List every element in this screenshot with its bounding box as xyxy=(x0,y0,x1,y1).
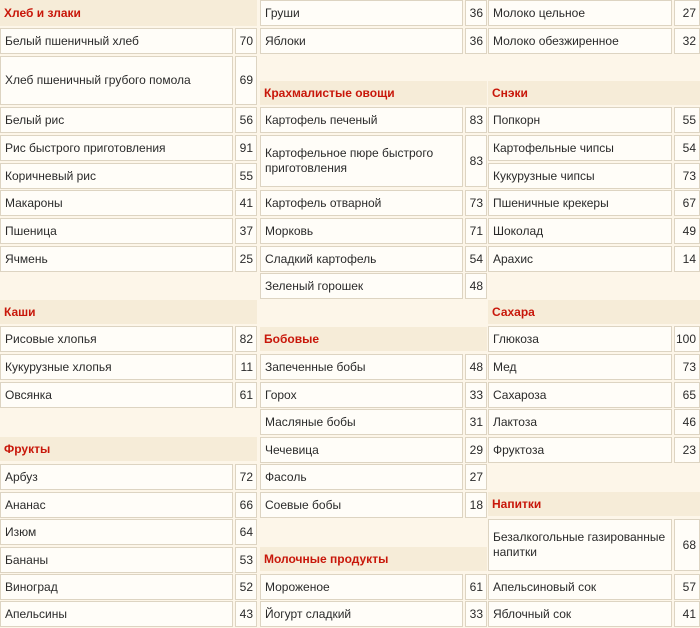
gi-value: 69 xyxy=(235,56,257,105)
section-header-starchy-vegetables xyxy=(260,81,487,105)
table-row xyxy=(0,107,257,133)
table-row xyxy=(0,163,257,189)
gi-value: 83 xyxy=(465,135,487,187)
gi-value: 46 xyxy=(674,409,700,435)
section-title: Сахара xyxy=(492,305,535,319)
food-name: Молоко обезжиренное xyxy=(488,28,672,54)
gi-value: 54 xyxy=(465,246,487,272)
table-row xyxy=(260,246,487,272)
section-title: Каши xyxy=(4,305,36,319)
table-row xyxy=(488,437,700,463)
gi-value: 73 xyxy=(674,163,700,189)
food-name: Соевые бобы xyxy=(260,492,463,518)
table-row xyxy=(260,0,487,26)
table-row xyxy=(0,135,257,161)
food-name: Запеченные бобы xyxy=(260,354,463,380)
table-row xyxy=(0,218,257,244)
gi-value: 14 xyxy=(674,246,700,272)
food-name: Картофель отварной xyxy=(260,190,463,216)
section-title: Хлеб и злаки xyxy=(4,6,81,20)
gi-value: 53 xyxy=(235,547,257,573)
table-row xyxy=(260,437,487,463)
gi-value: 52 xyxy=(235,574,257,600)
section-header-porridge xyxy=(0,300,257,324)
food-name: Попкорн xyxy=(488,107,672,133)
food-name: Груши xyxy=(260,0,463,26)
table-row xyxy=(0,601,257,627)
table-row xyxy=(0,547,257,573)
gi-value: 55 xyxy=(674,107,700,133)
table-row xyxy=(0,382,257,408)
food-name: Рис быстрого приготовления xyxy=(0,135,233,161)
gi-value: 61 xyxy=(235,382,257,408)
table-row xyxy=(260,464,487,490)
food-name: Лактоза xyxy=(488,409,672,435)
table-row xyxy=(488,0,700,26)
gi-value: 70 xyxy=(235,28,257,54)
table-row xyxy=(488,382,700,408)
food-name: Белый пшеничный хлеб xyxy=(0,28,233,54)
gi-value: 73 xyxy=(465,190,487,216)
table-row xyxy=(260,382,487,408)
gi-value: 72 xyxy=(235,464,257,490)
gi-value: 61 xyxy=(465,574,487,600)
section-header-fruits xyxy=(0,437,257,461)
section-header-dairy xyxy=(260,547,487,571)
section-title: Напитки xyxy=(492,497,542,511)
gi-value: 31 xyxy=(465,409,487,435)
table-row xyxy=(260,354,487,380)
gi-value: 67 xyxy=(674,190,700,216)
gi-value: 66 xyxy=(235,492,257,518)
gi-value: 27 xyxy=(465,464,487,490)
table-row xyxy=(488,218,700,244)
food-name: Шоколад xyxy=(488,218,672,244)
table-row xyxy=(488,246,700,272)
section-title: Бобовые xyxy=(264,332,319,346)
gi-value: 73 xyxy=(674,354,700,380)
food-name: Зеленый горошек xyxy=(260,273,463,299)
food-name: Апельсиновый сок xyxy=(488,574,672,600)
table-row xyxy=(488,135,700,161)
table-row xyxy=(0,56,257,105)
table-row xyxy=(260,273,487,299)
table-row xyxy=(0,246,257,272)
gi-value: 41 xyxy=(674,601,700,627)
food-name: Фруктоза xyxy=(488,437,672,463)
food-name: Фасоль xyxy=(260,464,463,490)
food-name: Кукурузные хлопья xyxy=(0,354,233,380)
gi-value: 100 xyxy=(674,326,700,352)
gi-value: 65 xyxy=(674,382,700,408)
food-name: Макароны xyxy=(0,190,233,216)
table-row xyxy=(260,107,487,133)
food-name: Чечевица xyxy=(260,437,463,463)
table-row xyxy=(260,601,487,627)
food-name: Горох xyxy=(260,382,463,408)
food-name: Коричневый рис xyxy=(0,163,233,189)
table-row xyxy=(260,135,487,187)
section-header-legumes xyxy=(260,327,487,351)
table-row xyxy=(260,218,487,244)
food-name: Масляные бобы xyxy=(260,409,463,435)
section-header-drinks xyxy=(488,492,700,516)
table-row xyxy=(488,409,700,435)
gi-value: 91 xyxy=(235,135,257,161)
section-title: Снэки xyxy=(492,86,528,100)
food-name: Виноград xyxy=(0,574,233,600)
gi-value: 25 xyxy=(235,246,257,272)
gi-value: 36 xyxy=(465,28,487,54)
gi-value: 82 xyxy=(235,326,257,352)
food-name: Апельсины xyxy=(0,601,233,627)
table-row xyxy=(0,190,257,216)
food-name: Арахис xyxy=(488,246,672,272)
table-row xyxy=(260,190,487,216)
gi-value: 83 xyxy=(465,107,487,133)
table-row xyxy=(0,492,257,518)
gi-value: 18 xyxy=(465,492,487,518)
food-name: Бананы xyxy=(0,547,233,573)
food-name: Изюм xyxy=(0,519,233,545)
table-row xyxy=(260,492,487,518)
gi-value: 11 xyxy=(235,354,257,380)
food-name: Йогурт сладкий xyxy=(260,601,463,627)
table-row xyxy=(0,574,257,600)
gi-value: 71 xyxy=(465,218,487,244)
table-row xyxy=(0,326,257,352)
table-row xyxy=(260,28,487,54)
gi-value: 48 xyxy=(465,273,487,299)
food-name: Пшеничные крекеры xyxy=(488,190,672,216)
section-header-bread xyxy=(0,0,257,26)
food-name: Ананас xyxy=(0,492,233,518)
food-name: Белый рис xyxy=(0,107,233,133)
gi-value: 55 xyxy=(235,163,257,189)
table-row xyxy=(0,354,257,380)
table-row xyxy=(488,28,700,54)
food-name: Картофель печеный xyxy=(260,107,463,133)
food-name: Картофельные чипсы xyxy=(488,135,672,161)
food-name: Овсянка xyxy=(0,382,233,408)
table-row xyxy=(488,190,700,216)
table-row xyxy=(488,354,700,380)
food-name: Безалкогольные газированные напитки xyxy=(488,519,672,571)
gi-value: 29 xyxy=(465,437,487,463)
gi-value: 32 xyxy=(674,28,700,54)
food-name: Яблочный сок xyxy=(488,601,672,627)
table-row xyxy=(488,326,700,352)
food-name: Хлеб пшеничный грубого помола xyxy=(0,56,233,105)
food-name: Морковь xyxy=(260,218,463,244)
table-row xyxy=(488,163,700,189)
gi-value: 48 xyxy=(465,354,487,380)
gi-value: 49 xyxy=(674,218,700,244)
table-row xyxy=(0,28,257,54)
gi-value: 57 xyxy=(674,574,700,600)
gi-value: 64 xyxy=(235,519,257,545)
table-row xyxy=(260,409,487,435)
table-row xyxy=(0,464,257,490)
gi-value: 41 xyxy=(235,190,257,216)
food-name: Арбуз xyxy=(0,464,233,490)
food-name: Мед xyxy=(488,354,672,380)
food-name: Молоко цельное xyxy=(488,0,672,26)
food-name: Сладкий картофель xyxy=(260,246,463,272)
section-header-snacks xyxy=(488,81,700,105)
food-name: Кукурузные чипсы xyxy=(488,163,672,189)
food-name: Глюкоза xyxy=(488,326,672,352)
table-row xyxy=(488,574,700,600)
food-name: Мороженое xyxy=(260,574,463,600)
gi-value: 23 xyxy=(674,437,700,463)
table-row xyxy=(488,519,700,571)
table-row xyxy=(260,574,487,600)
section-title: Молочные продукты xyxy=(264,552,389,566)
food-name: Ячмень xyxy=(0,246,233,272)
gi-value: 36 xyxy=(465,0,487,26)
food-name: Яблоки xyxy=(260,28,463,54)
table-row xyxy=(488,107,700,133)
gi-value: 54 xyxy=(674,135,700,161)
gi-value: 33 xyxy=(465,382,487,408)
food-name: Пшеница xyxy=(0,218,233,244)
gi-value: 27 xyxy=(674,0,700,26)
table-row xyxy=(0,519,257,545)
section-title: Крахмалистые овощи xyxy=(264,86,395,100)
section-header-sugars xyxy=(488,300,700,324)
food-name: Картофельное пюре быстрого приготовления xyxy=(260,135,463,187)
section-title: Фрукты xyxy=(4,442,51,456)
food-name: Сахароза xyxy=(488,382,672,408)
food-name: Рисовые хлопья xyxy=(0,326,233,352)
gi-value: 33 xyxy=(465,601,487,627)
table-row xyxy=(488,601,700,627)
gi-value: 43 xyxy=(235,601,257,627)
gi-value: 37 xyxy=(235,218,257,244)
gi-value: 68 xyxy=(674,519,700,571)
gi-value: 56 xyxy=(235,107,257,133)
